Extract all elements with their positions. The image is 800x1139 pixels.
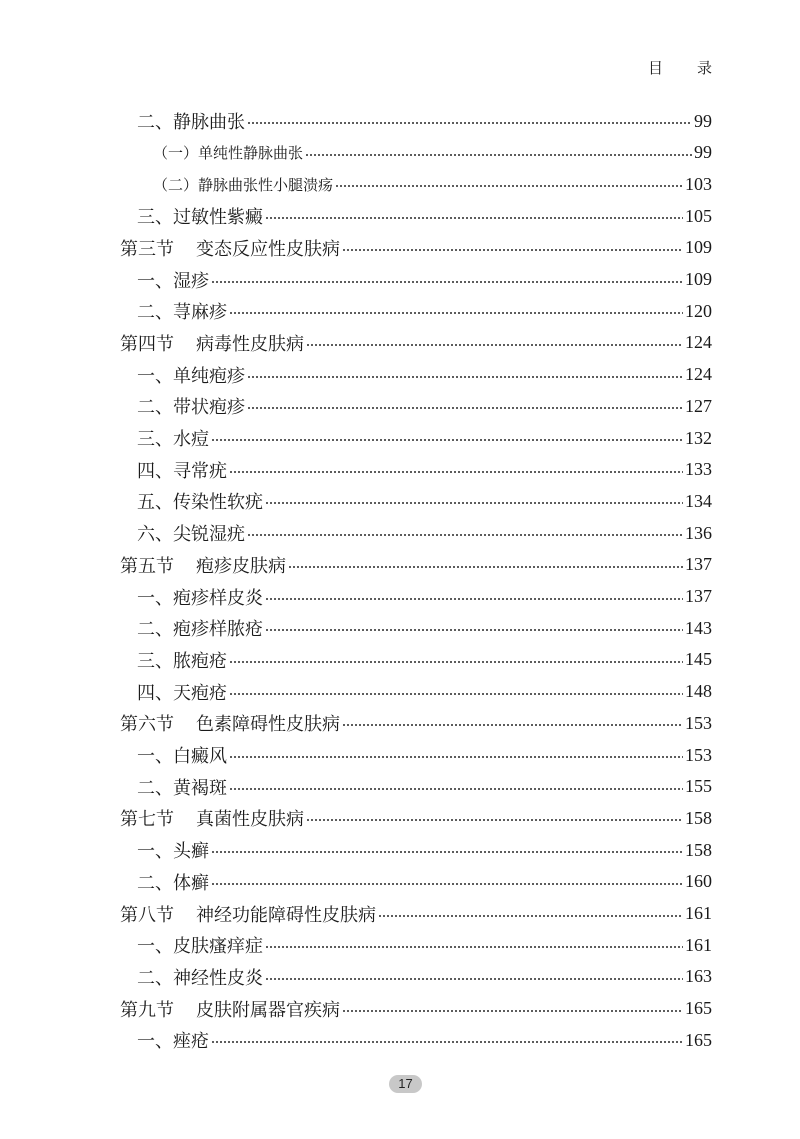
- dot-leader: [211, 883, 683, 885]
- toc-page-number: 99: [694, 142, 712, 163]
- toc-entry-title: 二、疱疹样脓疮: [137, 619, 263, 641]
- toc-entry-title: [120, 235, 340, 261]
- dot-leader: [247, 534, 683, 536]
- dot-leader: [211, 281, 683, 283]
- dot-leader: [378, 915, 683, 917]
- toc-item-entry[interactable]: [137, 930, 712, 960]
- toc-entry-title: 一、白癜风: [137, 746, 227, 767]
- dot-leader: [211, 1041, 683, 1043]
- dot-leader: [265, 978, 683, 980]
- dot-leader: [288, 566, 683, 568]
- toc-page-number: 148: [685, 681, 712, 702]
- toc-page-number: 165: [685, 1029, 712, 1050]
- dot-leader: [247, 407, 683, 409]
- toc-section-title: 色素障碍性皮肤病: [196, 714, 340, 736]
- dot-leader: [306, 819, 683, 821]
- toc-section-number: 第八节: [120, 904, 174, 926]
- dot-leader: [265, 946, 683, 948]
- toc-section-entry[interactable]: [120, 994, 712, 1024]
- toc-item-entry[interactable]: [137, 740, 712, 770]
- toc-item-entry[interactable]: [137, 391, 712, 421]
- toc-section-title: 疱疹皮肤病: [196, 555, 286, 577]
- toc-page-number: 155: [685, 776, 712, 797]
- toc-section-number: 第六节: [120, 714, 174, 736]
- toc-page-number: 137: [685, 554, 712, 575]
- toc-entry-title: 一、疱疹样皮炎: [137, 587, 263, 609]
- dot-leader: [342, 1010, 683, 1012]
- toc-entry-title: 一、皮肤瘙痒症: [137, 936, 263, 958]
- dot-leader: [247, 376, 683, 378]
- toc-item-entry[interactable]: [137, 962, 712, 992]
- toc-page-number: 127: [685, 395, 712, 416]
- toc-item-entry[interactable]: [137, 645, 712, 675]
- toc-page-number: 109: [685, 237, 712, 258]
- toc-page-number: 158: [685, 839, 712, 860]
- toc-page-number: 103: [685, 173, 712, 194]
- toc-entry-title: [120, 552, 286, 578]
- toc-page-number: 158: [685, 807, 712, 828]
- toc-entry-title: [120, 805, 304, 831]
- toc-entry-title: 三、水痘: [137, 429, 209, 450]
- toc-page-number: 165: [685, 998, 712, 1019]
- dot-leader: [265, 502, 683, 504]
- running-header: [648, 57, 712, 78]
- toc-page-number: 134: [685, 490, 712, 511]
- toc-section-title: 病毒性皮肤病: [196, 333, 304, 355]
- toc-page-number: 136: [685, 522, 712, 543]
- toc-entry-title: [120, 901, 376, 927]
- toc-item-entry[interactable]: [137, 772, 712, 802]
- toc-item-entry[interactable]: [137, 867, 712, 897]
- toc-section-entry[interactable]: [120, 328, 712, 358]
- dot-leader: [265, 629, 683, 631]
- toc-entry-title: 五、传染性软疣: [137, 492, 263, 514]
- toc-entry-title: [120, 710, 340, 736]
- toc-page-number: 161: [685, 934, 712, 955]
- toc-entry-title: 二、带状疱疹: [137, 397, 245, 419]
- toc-section-entry[interactable]: [120, 233, 712, 263]
- dot-leader: [229, 471, 683, 473]
- toc-page-number: 143: [685, 617, 712, 638]
- dot-leader: [229, 756, 683, 758]
- dot-leader: [342, 724, 683, 726]
- dot-leader: [265, 217, 683, 219]
- toc-item-entry[interactable]: [137, 835, 712, 865]
- toc-section-entry[interactable]: [120, 899, 712, 929]
- toc-entry-title: （一）单纯性静脉曲张: [153, 144, 304, 163]
- toc-page-number: 124: [685, 364, 712, 385]
- toc-section-title: 变态反应性皮肤病: [196, 238, 340, 260]
- toc-entry-title: 四、寻常疣: [137, 460, 227, 482]
- toc-entry-title: 二、荨麻疹: [137, 302, 227, 324]
- toc-page-number: 137: [685, 586, 712, 606]
- page-number-badge: 17: [389, 1075, 422, 1093]
- toc-entry-title: 三、脓疱疮: [137, 650, 227, 672]
- toc-item-entry[interactable]: [137, 106, 712, 136]
- toc-page-number: 153: [685, 712, 712, 733]
- toc-item-entry[interactable]: [137, 360, 712, 390]
- toc-page-number: 153: [685, 744, 712, 765]
- toc-entry-title: [120, 330, 304, 356]
- toc-page-number: 160: [685, 871, 712, 892]
- toc-page-number: 120: [685, 300, 712, 321]
- toc-section-entry[interactable]: [120, 803, 712, 833]
- toc-entry-title: 一、单纯疱疹: [137, 365, 245, 387]
- dot-leader: [229, 693, 683, 695]
- header-char-1: 目: [647, 59, 663, 77]
- toc-section-entry[interactable]: [120, 708, 712, 738]
- toc-page-number: 105: [685, 205, 712, 226]
- toc-item-entry[interactable]: [137, 296, 712, 326]
- dot-leader: [265, 598, 683, 600]
- dot-leader: [211, 851, 683, 853]
- toc-section-number: 第三节: [120, 238, 174, 260]
- toc-page-number: 145: [685, 649, 712, 670]
- toc-item-entry[interactable]: [137, 613, 712, 643]
- toc-page-number: 161: [685, 903, 712, 923]
- toc-entry-title: 四、天疱疮: [137, 682, 227, 704]
- toc-page-number: 133: [685, 459, 712, 480]
- toc-item-entry[interactable]: [137, 201, 712, 231]
- toc-entry-title: 一、痤疮: [137, 1031, 209, 1053]
- toc-page-number: 124: [685, 332, 712, 353]
- dot-leader: [306, 344, 683, 346]
- dot-leader: [305, 154, 692, 156]
- dot-leader: [342, 249, 683, 251]
- toc-entry-title: 三、过敏性紫癜: [137, 207, 263, 229]
- toc-page-number: 109: [685, 269, 712, 289]
- dot-leader: [211, 439, 683, 441]
- toc-entry-title: 二、神经性皮炎: [137, 967, 263, 989]
- dot-leader: [229, 312, 683, 314]
- toc-section-number: 第四节: [120, 333, 174, 355]
- toc-subitem-entry[interactable]: [153, 138, 712, 168]
- toc-subitem-entry[interactable]: [153, 169, 712, 199]
- toc-section-number: 第七节: [120, 809, 174, 831]
- dot-leader: [335, 185, 683, 187]
- toc-entry-title: 二、体癣: [137, 872, 209, 894]
- dot-leader: [229, 661, 683, 663]
- toc-section-title: 真菌性皮肤病: [196, 809, 304, 831]
- toc-page-number: 132: [685, 427, 712, 448]
- dot-leader: [247, 122, 692, 124]
- toc-entry-title: （二）静脉曲张性小腿溃疡: [153, 175, 334, 194]
- toc-entry-title: 二、静脉曲张: [137, 112, 245, 133]
- toc-page-number: 163: [685, 966, 712, 987]
- toc-page-number: 99: [694, 110, 712, 131]
- toc-item-entry[interactable]: [137, 582, 712, 612]
- toc-entry-title: 二、黄褐斑: [137, 777, 227, 799]
- toc-entry-title: 一、湿疹: [137, 270, 209, 292]
- toc-item-entry[interactable]: [137, 486, 712, 516]
- toc-section-title: 皮肤附属器官疾病: [196, 999, 340, 1021]
- toc-item-entry[interactable]: [137, 1025, 712, 1055]
- toc-entry-title: 一、头癣: [137, 841, 209, 863]
- toc-item-entry[interactable]: [137, 518, 712, 548]
- toc-section-number: 第五节: [120, 555, 174, 577]
- toc-section-number: 第九节: [120, 999, 174, 1021]
- toc-item-entry[interactable]: [137, 677, 712, 707]
- toc-item-entry[interactable]: [137, 265, 712, 295]
- toc-item-entry[interactable]: [137, 423, 712, 453]
- header-char-2: 录: [696, 59, 712, 77]
- toc-item-entry[interactable]: [137, 455, 712, 485]
- toc-entry-title: [120, 996, 340, 1022]
- toc-section-title: 神经功能障碍性皮肤病: [196, 904, 376, 926]
- toc-entry-title: 六、尖锐湿疣: [137, 524, 245, 546]
- dot-leader: [229, 788, 683, 790]
- toc-section-entry[interactable]: [120, 550, 712, 580]
